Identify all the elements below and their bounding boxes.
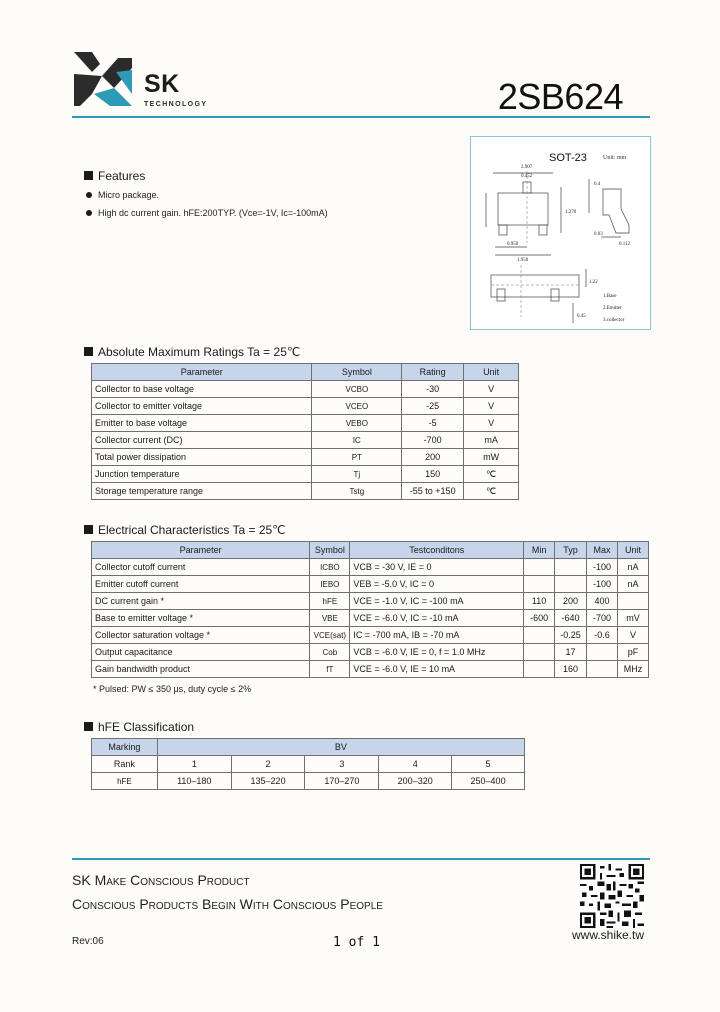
table-cell: -700 <box>587 610 618 627</box>
square-bullet-icon <box>84 171 93 180</box>
table-cell: 110–180 <box>157 773 231 790</box>
table-cell: 400 <box>587 593 618 610</box>
col-header: Symbol <box>312 364 402 381</box>
table-cell <box>617 593 648 610</box>
table-row <box>92 483 519 500</box>
package-unit: Unit: mm <box>603 155 627 161</box>
features-heading: Features <box>84 169 145 183</box>
page-number: 1 of 1 <box>333 935 380 950</box>
elec-char-heading: Electrical Characteristics Ta = 25℃ <box>84 523 286 537</box>
table-cell <box>555 576 587 593</box>
table-cell: VCB = -30 V, IE = 0 <box>350 559 524 576</box>
col-header: Max <box>587 542 618 559</box>
table-cell <box>587 644 618 661</box>
table-cell: ℃ <box>464 466 519 483</box>
dim-label: 2.907 <box>521 165 533 170</box>
table-cell: mW <box>464 449 519 466</box>
table-cell: V <box>464 398 519 415</box>
table-row <box>92 559 649 576</box>
revision: Rev:06 <box>72 936 104 947</box>
brand-tagline: TECHNOLOGY <box>144 101 208 108</box>
table-cell: Collector to base voltage <box>92 381 312 398</box>
table-cell: -700 <box>402 432 464 449</box>
package-name: SOT-23 <box>549 152 587 164</box>
table-cell: VCE = -1.0 V, IC = -100 mA <box>350 593 524 610</box>
col-header: Testconditons <box>350 542 524 559</box>
qr-code[interactable] <box>580 864 644 928</box>
table-cell: Rank <box>92 756 158 773</box>
col-header: Rating <box>402 364 464 381</box>
table-cell <box>524 576 555 593</box>
table-cell: Storage temperature range <box>92 483 312 500</box>
square-bullet-icon <box>84 347 93 356</box>
table-row <box>92 415 519 432</box>
table-row <box>92 449 519 466</box>
table-cell: VCEO <box>312 398 402 415</box>
table-cell: Output capacitance <box>92 644 310 661</box>
col-header: Unit <box>464 364 519 381</box>
table-cell: ICBO <box>310 559 350 576</box>
table-cell: Gain bandwidth product <box>92 661 310 678</box>
col-header: Unit <box>617 542 648 559</box>
table-row <box>92 661 649 678</box>
table-cell: VEBO <box>312 415 402 432</box>
table-cell: 3 <box>305 756 379 773</box>
dim-label: 0.112 <box>619 242 631 247</box>
table-cell: 2 <box>231 756 305 773</box>
brand-name: SK <box>144 70 180 98</box>
table-cell: Collector saturation voltage * <box>92 627 310 644</box>
pin-label: 2.Emitter <box>603 306 622 311</box>
table-cell: Tj <box>312 466 402 483</box>
table-cell: ℃ <box>464 483 519 500</box>
hfe-table <box>91 738 525 790</box>
table-cell: fT <box>310 661 350 678</box>
table-cell: DC current gain * <box>92 593 310 610</box>
dim-label: 0.452 <box>521 174 533 179</box>
table-row <box>92 576 649 593</box>
dim-label: 0.03 <box>594 232 603 237</box>
table-cell: -0.6 <box>587 627 618 644</box>
table-cell: VCE = -6.0 V, IE = 10 mA <box>350 661 524 678</box>
table-row <box>92 773 525 790</box>
table-cell <box>524 627 555 644</box>
col-header: Symbol <box>310 542 350 559</box>
table-cell: Emitter cutoff current <box>92 576 310 593</box>
dim-label: 1.950 <box>517 258 529 263</box>
table-cell: Collector cutoff current <box>92 559 310 576</box>
table-cell: V <box>617 627 648 644</box>
table-cell: Cob <box>310 644 350 661</box>
table-cell: -640 <box>555 610 587 627</box>
table-cell: V <box>464 381 519 398</box>
table-cell: Collector current (DC) <box>92 432 312 449</box>
table-cell: mA <box>464 432 519 449</box>
abs-max-heading: Absolute Maximum Ratings Ta = 25℃ <box>84 345 300 359</box>
header-divider <box>72 116 650 118</box>
dim-label: 0.45 <box>577 314 586 319</box>
table-cell: Junction temperature <box>92 466 312 483</box>
dim-label: 1.22 <box>589 280 598 285</box>
table-cell: 250–400 <box>452 773 525 790</box>
feature-item: High dc current gain. hFE:200TYP. (Vce=-1V, Ic=-100mA) <box>86 208 328 218</box>
table-cell: 5 <box>452 756 525 773</box>
table-cell <box>587 661 618 678</box>
table-cell: hFE <box>310 593 350 610</box>
pin-label: 3.collector <box>603 318 625 323</box>
table-header-row <box>92 739 525 756</box>
slogan-secondary: Conscious Products Begin With Conscious People <box>72 896 383 912</box>
table-cell: 135–220 <box>231 773 305 790</box>
table-cell: 150 <box>402 466 464 483</box>
dim-label: 0.950 <box>507 242 519 247</box>
abs-max-table <box>91 363 519 500</box>
table-cell: nA <box>617 559 648 576</box>
table-cell: VCBO <box>312 381 402 398</box>
table-header-row <box>92 364 519 381</box>
table-cell: VCE = -6.0 V, IC = -10 mA <box>350 610 524 627</box>
table-cell: 160 <box>555 661 587 678</box>
table-cell: -30 <box>402 381 464 398</box>
table-cell: -600 <box>524 610 555 627</box>
table-row <box>92 627 649 644</box>
table-cell: 200 <box>402 449 464 466</box>
bullet-icon <box>86 192 92 198</box>
feature-item: Micro package. <box>86 190 159 200</box>
table-cell: pF <box>617 644 648 661</box>
table-row <box>92 756 525 773</box>
table-row <box>92 644 649 661</box>
table-cell <box>524 661 555 678</box>
hfe-heading: hFE Classification <box>84 720 194 734</box>
table-cell: Emitter to base voltage <box>92 415 312 432</box>
col-header: Parameter <box>92 542 310 559</box>
table-cell: hFE <box>92 773 158 790</box>
table-cell: -55 to +150 <box>402 483 464 500</box>
table-cell: PT <box>312 449 402 466</box>
table-cell: Tstg <box>312 483 402 500</box>
elec-char-table <box>91 541 649 678</box>
website-link[interactable]: www.shike.tw <box>572 928 645 942</box>
part-number: 2SB624 <box>497 76 623 117</box>
table-cell: -100 <box>587 576 618 593</box>
square-bullet-icon <box>84 525 93 534</box>
table-cell: IEBO <box>310 576 350 593</box>
pin-label: 1.Base <box>603 294 617 299</box>
table-cell: 17 <box>555 644 587 661</box>
table-row <box>92 593 649 610</box>
bullet-icon <box>86 210 92 216</box>
footer-divider <box>72 858 650 860</box>
dim-label: 0.4 <box>594 182 601 187</box>
table-cell: mV <box>617 610 648 627</box>
table-cell: IC = -700 mA, IB = -70 mA <box>350 627 524 644</box>
col-header: Typ <box>555 542 587 559</box>
table-row <box>92 610 649 627</box>
slogan-primary: SK Make Conscious Product <box>72 872 250 888</box>
table-cell <box>555 559 587 576</box>
table-row <box>92 381 519 398</box>
table-row <box>92 398 519 415</box>
col-header: Marking <box>92 739 158 756</box>
marking-value: BV <box>157 739 524 756</box>
table-cell: VEB = -5.0 V, IC = 0 <box>350 576 524 593</box>
table-cell: V <box>464 415 519 432</box>
table-cell: nA <box>617 576 648 593</box>
table-header-row <box>92 542 649 559</box>
col-header: Parameter <box>92 364 312 381</box>
table-cell <box>524 559 555 576</box>
sk-logo <box>72 50 134 108</box>
table-cell: IC <box>312 432 402 449</box>
table-cell: -0.25 <box>555 627 587 644</box>
table-cell: -5 <box>402 415 464 432</box>
table-row <box>92 432 519 449</box>
table-cell: -25 <box>402 398 464 415</box>
table-cell: 200 <box>555 593 587 610</box>
table-row <box>92 466 519 483</box>
package-drawing <box>470 136 651 330</box>
table-cell <box>524 644 555 661</box>
pulse-footnote: * Pulsed: PW ≤ 350 μs, duty cycle ≤ 2% <box>93 684 252 694</box>
table-cell: VCB = -6.0 V, IE = 0, f = 1.0 MHz <box>350 644 524 661</box>
table-cell: Total power dissipation <box>92 449 312 466</box>
table-cell: 1 <box>157 756 231 773</box>
table-cell: 200–320 <box>379 773 452 790</box>
table-cell: VBE <box>310 610 350 627</box>
table-cell: 110 <box>524 593 555 610</box>
table-cell: Collector to emitter voltage <box>92 398 312 415</box>
table-cell: 170–270 <box>305 773 379 790</box>
table-cell: MHz <box>617 661 648 678</box>
table-cell: -100 <box>587 559 618 576</box>
package-outline-diagram <box>471 137 652 331</box>
table-cell: 4 <box>379 756 452 773</box>
table-cell: Base to emitter voltage * <box>92 610 310 627</box>
col-header: Min <box>524 542 555 559</box>
table-cell: VCE(sat) <box>310 627 350 644</box>
square-bullet-icon <box>84 722 93 731</box>
dim-label: 1.270 <box>565 210 577 215</box>
